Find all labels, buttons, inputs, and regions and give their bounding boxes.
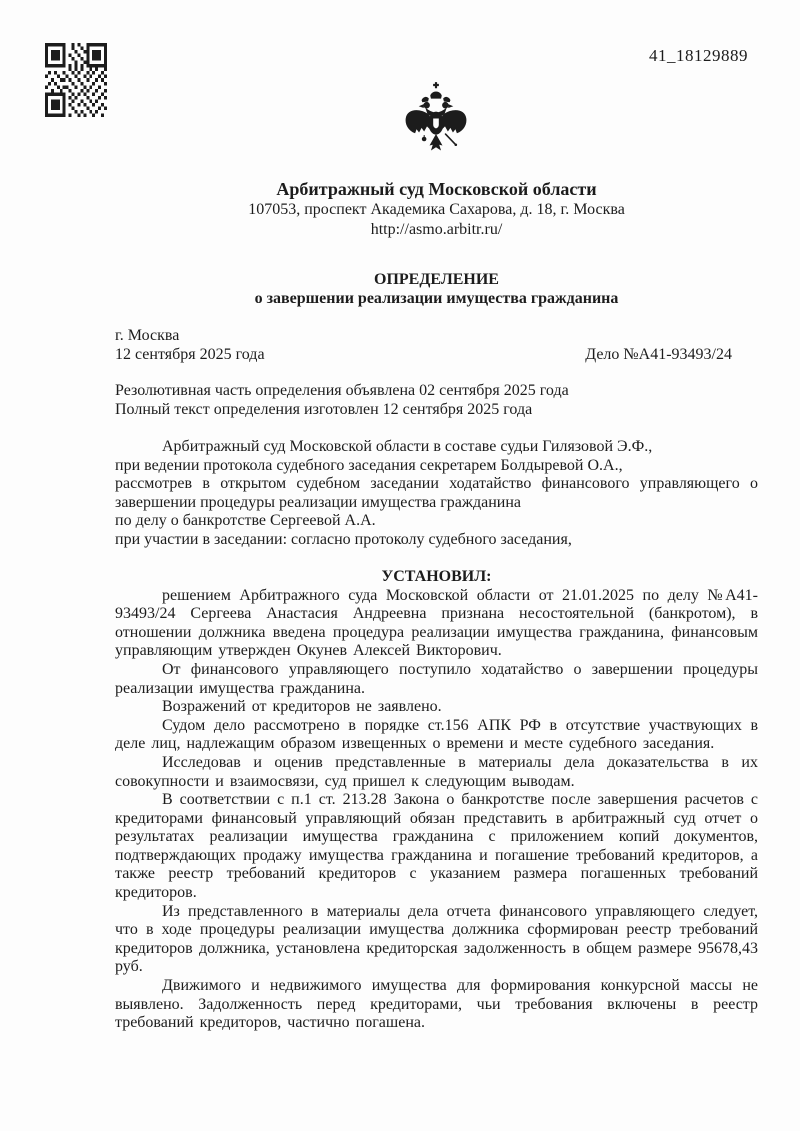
announcement-block	[115, 381, 758, 419]
document-title: ОПРЕДЕЛЕНИЕ	[374, 271, 499, 288]
full-text-made-line: Полный текст определения изготовлен 12 сентября 2025 года	[115, 401, 533, 418]
intro-block	[115, 438, 758, 550]
participants-line: при участии в заседании: согласно протоколу судебного заседания,	[115, 530, 572, 548]
coat-of-arms-icon	[400, 81, 472, 161]
city-label: г. Москва	[115, 327, 180, 344]
considered-line: рассмотрев в открытом судебном заседании ходатайство финансового управляющего о завершении процедуры реализации имущества гражданина	[115, 475, 758, 511]
secretary-line: при ведении протокола судебного заседания секретарем Болдыревой О.А.,	[115, 456, 623, 474]
document-stamp-number: 41_18129889	[649, 46, 748, 65]
court-name: Арбитражный суд Московской области	[276, 179, 597, 199]
court-composition-line: Арбитражный суд Московской области в составе судьи Гилязовой Э.Ф.,	[162, 438, 653, 455]
decision-date: 12 сентября 2025 года	[115, 346, 265, 363]
findings-paragraph-6: В соответствии с п.1 ст. 213.28 Закона о банкротстве после завершения расчетов с кредиторами финансовый управляющий обязан представить в арбитражный суд отчет о результатах реализации имущества гражданина с приложением копий документов, подтверждающих продажу имущества гражданина и погашение требований кредиторов, а также реестр требований кредиторов с указанием размера погашенных требований кредиторов.	[115, 791, 758, 902]
findings-paragraph-1: решением Арбитражного суда Московской области от 21.01.2025 по делу №А41-93493/24 Сергеева Анастасия Андреевна признана несостоятельной (банкротом), в отношении должника введена процедура реализации имущества гражданина, финансовым управляющим утвержден Окунев Алексей Викторович.	[115, 586, 758, 660]
qr-code-icon	[45, 43, 107, 117]
findings-paragraph-5: Исследовав и оценив представленные в материалы дела доказательства в их совокупности и взаимосвязи, суд пришел к следующим выводам.	[115, 753, 758, 790]
findings-paragraph-2: От финансового управляющего поступило ходатайство о завершении процедуры реализации имущества гражданина.	[115, 660, 758, 697]
court-website-url: http://asmo.arbitr.ru/	[370, 221, 503, 238]
findings-block	[115, 587, 758, 1033]
bankruptcy-case-line: по делу о банкротстве Сергеевой А.А.	[115, 512, 376, 530]
document-title-block	[115, 270, 758, 308]
document-body	[115, 178, 758, 1033]
court-address: 107053, проспект Академика Сахарова, д. 18, г. Москва	[248, 201, 625, 218]
findings-paragraph-4: Судом дело рассмотрено в порядке ст.156 АПК РФ в отсутствие участвующих в деле лиц, надлежащим образом извещенных о времени и месте судебного заседания.	[115, 716, 758, 753]
document-subtitle: о завершении реализации имущества гражданина	[254, 290, 619, 307]
findings-paragraph-3: Возражений от кредиторов не заявлено.	[162, 698, 442, 716]
established-heading: УСТАНОВИЛ:	[381, 567, 492, 585]
findings-paragraph-8: Движимого и недвижимого имущества для формирования конкурсной массы не выявлено. Задолженность перед кредиторами, чьи требования включены в реестр требований кредиторов, частично погашена.	[115, 977, 758, 1032]
meta-block	[115, 326, 758, 364]
findings-paragraph-7: Из представленного в материалы дела отчета финансового управляющего следует, что в ходе процедуры реализации имущества должника сформирован реестр требований кредиторов должника, установлена кредиторская задолженность в общем размере 95678,43 руб.	[115, 902, 758, 976]
case-number: Дело №А41-93493/24	[585, 346, 732, 363]
resolution-announced-line: Резолютивная часть определения объявлена 02 сентября 2025 года	[115, 382, 569, 399]
